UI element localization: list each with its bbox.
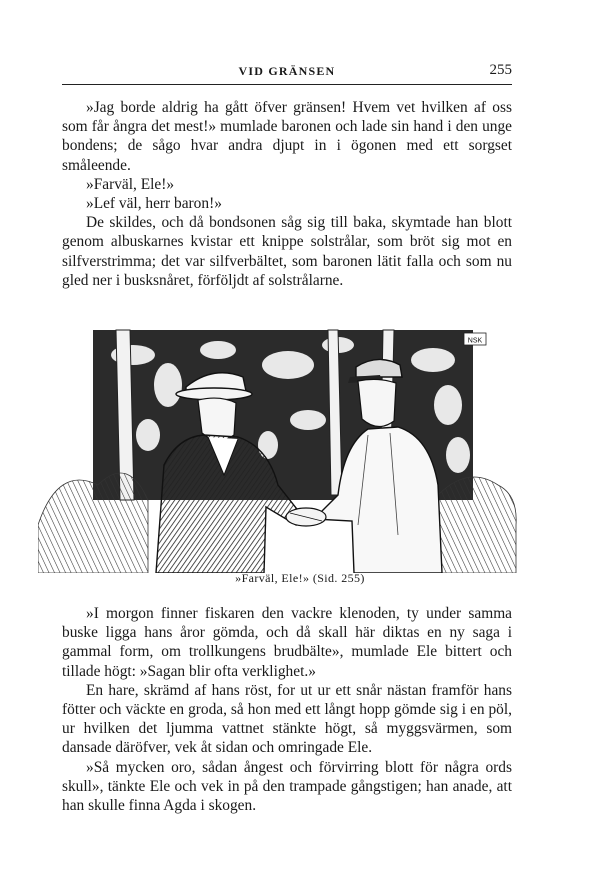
running-title: VID GRÄNSEN: [238, 64, 336, 78]
paragraph: »Jag borde aldrig ha gått öfver gränsen! Hvem vet hvilken af oss som får ångra det mest!» mumlade baronen och lade sin hand i den unge bondens; de sågo hvar andra djupt in i ögonen med ett sorgset småleende.: [62, 99, 512, 174]
paragraph: »Lef väl, herr baron!»: [86, 195, 222, 213]
page-header: [62, 62, 512, 85]
page-number: 255: [489, 62, 512, 78]
figure-caption: »Farväl, Ele!» (Sid. 255): [235, 571, 365, 585]
illustration-handshake: [38, 325, 518, 573]
text-block-top: [62, 98, 512, 290]
paragraph: De skildes, och då bondsonen såg sig till baka, skymtade han blott genom albuskarnes kvistar ett knippe solstrålar, som bröt sig mot en silfverstrimma; det var silfverbältet, som baronen lätit falla och som nu gled ner i busksnåret, förföljdt af solstrålarne.: [62, 214, 512, 289]
paragraph: En hare, skrämd af hans röst, for ut ur ett snår nästan framför hans fötter och väckte en groda, så hon med ett långt hopp gömde sig i en pöl, ur hvilken det ljumma vattnet stänkte högt, så myggsvärmen, som dansade däröfver, vek åt sidan och omringade Ele.: [62, 681, 512, 757]
handshake: [286, 508, 326, 526]
text-block-bottom: [62, 604, 512, 815]
illustration-drawing: [38, 325, 518, 573]
artist-monogram: NSK: [467, 337, 483, 345]
paragraph: »I morgon finner fiskaren den vackre klenoden, ty under samma buske ligga hans åror gömda, och då skall här diktas en ny saga i gammal form, om trollkungens brudbälte», mumlade Ele bittert och tillade högt: »Sagan blir ofta verklighet.»: [62, 605, 512, 680]
paragraph: »Farväl, Ele!»: [86, 175, 175, 193]
paragraph: »Så mycken oro, sådan ångest och förvirring blott för några ords skull», tänkte Ele och vek in på den trampade gångstigen; han anade, att han skulle finna Agda i skogen.: [62, 758, 512, 815]
